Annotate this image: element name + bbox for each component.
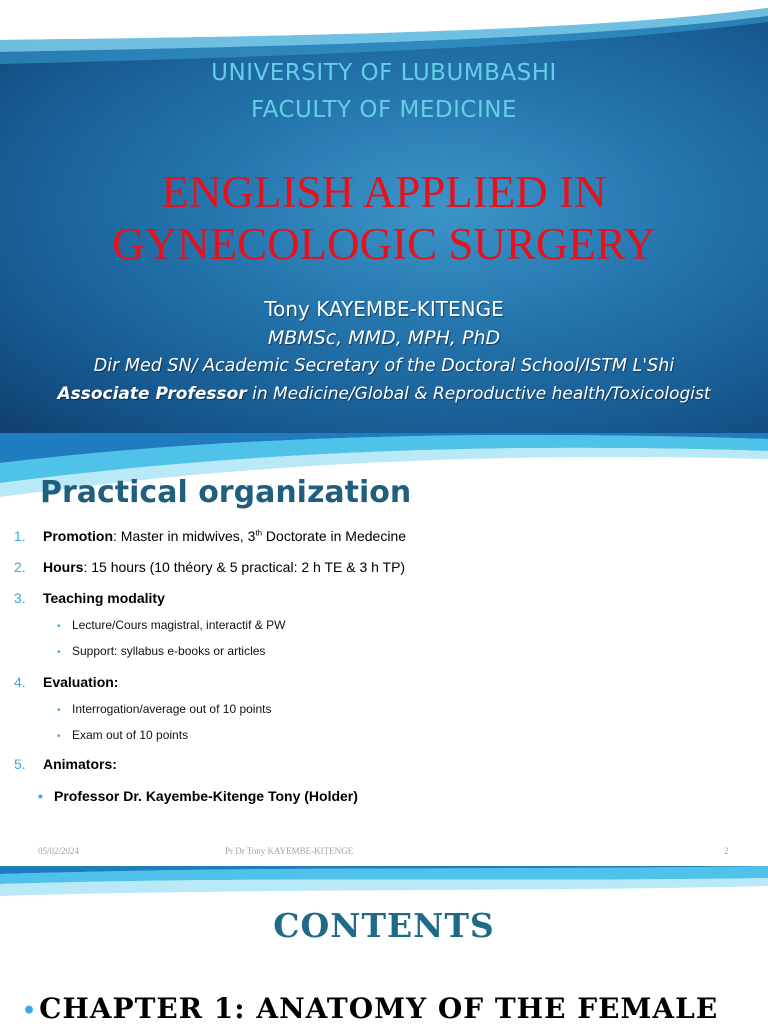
bullet-icon: •: [22, 998, 38, 1024]
course-title-line1: ENGLISH APPLIED IN: [161, 167, 607, 217]
list-item-evaluation: [14, 674, 118, 690]
author-position: Dir Med SN/ Academic Secretary of the Doctoral School/ISTM L'Shi: [93, 356, 675, 376]
sub-item: [57, 618, 285, 632]
course-title-line2: GYNECOLOGIC SURGERY: [112, 219, 656, 269]
chapter-title: CHAPTER 1: ANATOMY OF THE FEMALE: [39, 992, 719, 1024]
sub-item: [57, 728, 188, 742]
item-number: 1.: [14, 528, 26, 544]
item-label: Hours: [43, 559, 84, 575]
author-degrees: MBMSc, MMD, MPH, PhD: [267, 327, 501, 349]
item-text: Doctorate in Medecine: [262, 528, 407, 544]
chapter-item: [22, 992, 718, 1024]
bullet-icon: •: [57, 705, 61, 716]
item-label: Teaching modality: [43, 590, 165, 606]
item-superscript: th: [255, 528, 263, 538]
sub-item: [57, 702, 271, 716]
list-item-hours: [14, 559, 405, 575]
bullet-icon: •: [57, 647, 61, 658]
contents-slide: [0, 866, 768, 1024]
sub-item-text: Interrogation/average out of 10 points: [72, 702, 272, 716]
item-number: 3.: [14, 590, 26, 606]
slide-title: Practical organization: [40, 475, 412, 510]
footer-author: Pr Dr Tony KAYEMBE-KITENGE: [225, 846, 354, 856]
sub-item-text: Lecture/Cours magistral, interactif & PW: [72, 618, 286, 632]
sub-item-text: Exam out of 10 points: [72, 728, 189, 742]
item-label: Evaluation:: [43, 674, 119, 690]
title-slide: [0, 0, 768, 433]
list-item-promotion: [14, 528, 406, 544]
wave-decoration: [0, 866, 768, 906]
author-title-rest: in Medicine/Global & Reproductive health/Toxicologist: [246, 384, 711, 404]
footer-date: 05/02/2024: [38, 846, 80, 856]
footer-page-number: 2: [724, 846, 729, 856]
item-number: 2.: [14, 559, 26, 575]
author-name: Tony KAYEMBE-KITENGE: [264, 297, 504, 321]
bullet-icon: •: [57, 621, 61, 632]
item-number: 5.: [14, 756, 26, 772]
sub-item-text: Support: syllabus e-books or articles: [72, 644, 266, 658]
bullet-icon: •: [38, 788, 43, 804]
item-label: Animators:: [43, 756, 117, 772]
sub-item: [57, 644, 265, 658]
item-text: : 15 hours (10 théory & 5 practical: 2 h TE & 3 h TP): [83, 559, 406, 575]
item-label: Promotion: [43, 528, 113, 544]
list-item-animators: [14, 756, 117, 772]
author-title: [0, 384, 768, 404]
faculty-name: FACULTY OF MEDICINE: [251, 97, 517, 123]
animator-name: Professor Dr. Kayembe-Kitenge Tony (Holder): [54, 788, 358, 804]
organization-slide: [0, 433, 768, 863]
list-item-teaching-modality: [14, 590, 165, 606]
item-number: 4.: [14, 674, 26, 690]
university-name: UNIVERSITY OF LUBUMBASHI: [211, 60, 557, 86]
bullet-icon: •: [57, 731, 61, 742]
author-title-bold: Associate Professor: [57, 384, 247, 404]
item-text: : Master in midwives, 3: [113, 528, 256, 544]
animator-item: [38, 788, 358, 804]
contents-title: CONTENTS: [273, 906, 495, 945]
